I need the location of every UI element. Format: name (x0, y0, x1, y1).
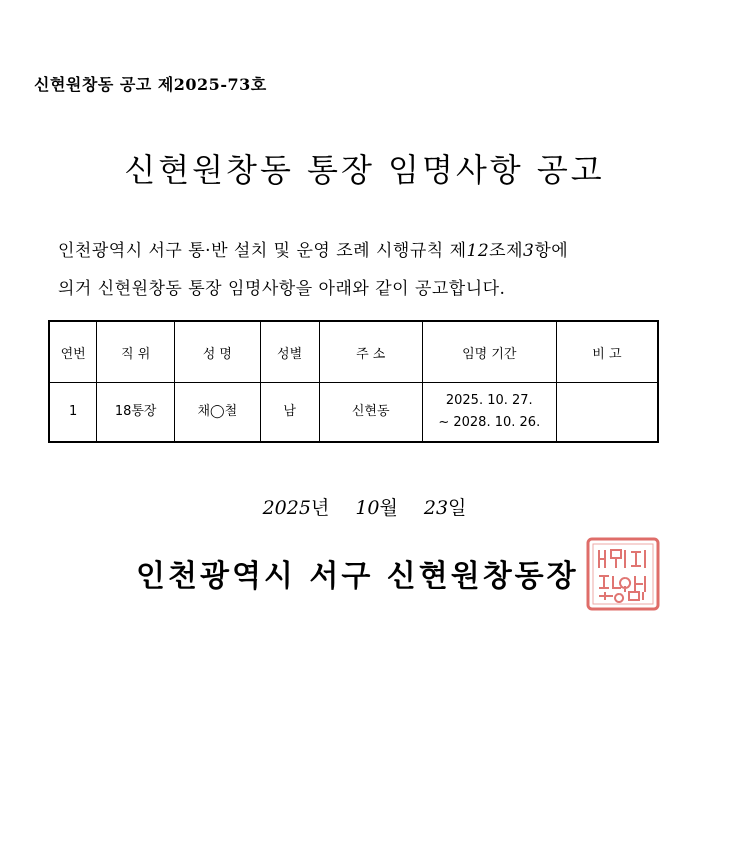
table-row (49, 383, 658, 443)
col-header-no: 연번 (49, 321, 97, 383)
date-month-unit: 월 (379, 497, 398, 519)
cell-term (422, 383, 556, 443)
col-header-position: 직 위 (97, 321, 175, 383)
col-header-name: 성 명 (175, 321, 261, 383)
term-end: ~ 2028. 10. 26. (438, 415, 541, 430)
issuer-name: 인천광역시 서구 신현원창동장 (136, 559, 579, 594)
date-day-unit: 일 (448, 497, 467, 519)
col-header-address: 주 소 (319, 321, 422, 383)
date-year: 2025 (262, 497, 311, 519)
body-text-segment: 항에 (534, 241, 569, 261)
cell-position: 18통장 (97, 383, 175, 443)
cell-remarks (556, 383, 658, 443)
announcement-body (58, 232, 698, 308)
cell-no: 1 (49, 383, 97, 443)
col-header-gender: 성별 (260, 321, 319, 383)
official-seal-stamp (585, 536, 661, 612)
date-year-unit: 년 (310, 497, 330, 519)
date-month: 10 (355, 497, 380, 519)
cell-name: 채◯철 (175, 383, 261, 443)
body-article-number: 12 (466, 241, 490, 261)
cell-address: 신현동 (319, 383, 422, 443)
date-day: 23 (423, 497, 449, 519)
body-clause-number: 3 (523, 241, 535, 261)
notice-date (0, 493, 729, 520)
term-start: 2025. 10. 27. (445, 393, 533, 408)
notice-number: 신현원창동 공고 제2025-73호 (34, 75, 267, 94)
body-line-1 (58, 232, 698, 270)
col-header-remarks: 비 고 (556, 321, 658, 383)
body-text-segment: 조제 (489, 241, 523, 261)
cell-gender: 남 (260, 383, 319, 443)
document-title: 신현원창동 통장 임명사항 공고 (124, 151, 605, 189)
body-line-2: 의거 신현원창동 통장 임명사항을 아래와 같이 공고합니다. (58, 279, 506, 299)
col-header-term: 임명 기간 (422, 321, 556, 383)
table-header-row (49, 321, 658, 383)
appointment-table (48, 320, 659, 443)
body-text-segment: 인천광역시 서구 통·반 설치 및 운영 조례 시행규칙 제 (58, 241, 467, 261)
